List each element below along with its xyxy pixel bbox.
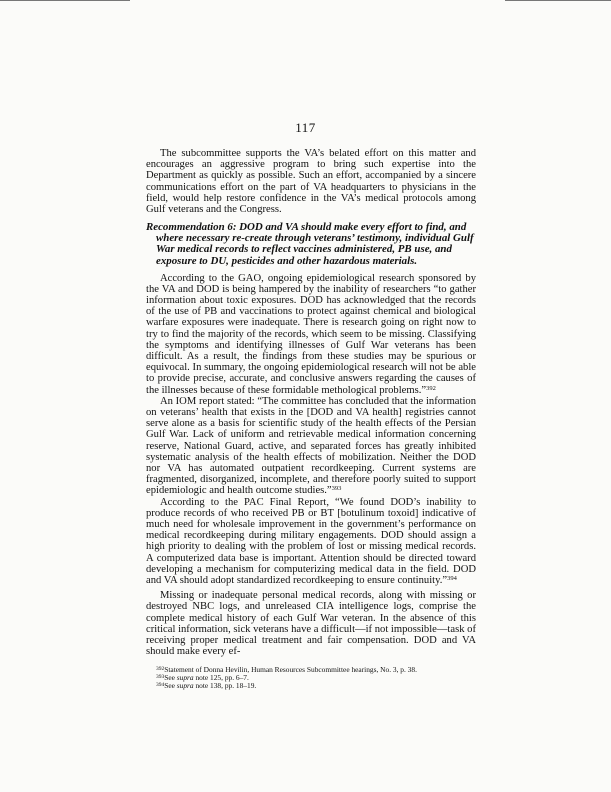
footnote-italic: supra xyxy=(176,672,194,682)
paragraph-text: An IOM report stated: “The committee has concluded that the information on veterans’ health that exists in the [DOD and VA health] registries cannot serve alone as a basis for scientific study of the health effects of the Persian Gulf War. Lack of uniform and retrievable medical information concerning reserve, National Guard, active, and separated forces has greatly inhibited systematic analysis of the health effects of mobilization. Neither the DOD nor VA has automated outpatient recordkeeping. Current systems are fragmented, disorganized, incomplete, and therefore poorly suited to support epidemiologic and health outcome studies.” xyxy=(146,395,476,497)
body-paragraph-missing-records xyxy=(146,590,476,657)
footnote-ref: 392 xyxy=(426,384,436,392)
paragraph-text: According to the GAO, ongoing epidemiological research sponsored by the VA and DOD is being hampered by the inability of researchers “to gather information about toxic exposures. DOD has acknowledged that the records of the use of PB and vaccinations to protect against chemical and biological warfare exposures were inadequate. There is research going on right now to try to find the majority of the records, which seem to be missing. Classifying the symptoms and identifying illnesses of Gulf War veterans has been difficult. As a result, the findings from these studies may be spurious or equivocal. In summary, the ongoing epidemiological research will not be able to provide precise, accurate, and conclusive answers regarding the causes of the illnesses because of these formidable methological problems.” xyxy=(146,272,476,396)
recommendation-heading: Recommendation 6: DOD and VA should make every effort to find, and where necessary re-create through veterans’ testimony, individual Gulf War medical records to reflect vaccines administered, PB use, and exposure to DU, pesticides and other hazardous materials. xyxy=(146,221,474,267)
page-body xyxy=(146,148,476,690)
footnote-number: 394 xyxy=(156,682,165,689)
footnote-text: Statement of Donna Hevilin, Human Resources Subcommittee hearings, No. 3, p. 38. xyxy=(164,664,417,674)
body-paragraph-iom xyxy=(146,396,476,497)
page-number: 117 xyxy=(295,120,316,135)
paragraph-text: Missing or inadequate personal medical records, along with missing or destroyed NBC logs, and unreleased CIA intelligence logs, comprise the complete medical history of each Gulf War veteran. In the absence of this critical information, sick veterans have a difficult—if not impossible—task of receiving proper medical treatment and fair compensation. DOD and VA should make every ef- xyxy=(146,590,476,658)
body-paragraph-gao xyxy=(146,273,476,396)
footnote-number: 393 xyxy=(156,673,165,680)
intro-paragraph: The subcommittee supports the VA’s belated effort on this matter and encourages an aggressive program to bring such expertise into the Department as quickly as possible. Such an effort, accompanied by a sincere communications effort on the part of VA headquarters to physicians in the field, would help restore confidence in the VA’s medical protocols among Gulf veterans and the Congress. xyxy=(146,148,476,216)
footnotes xyxy=(146,666,476,691)
footnote xyxy=(146,682,476,690)
footnote-text: note 125, pp. 6–7. xyxy=(193,672,249,682)
paragraph-text: According to the PAC Final Report, “We found DOD’s inability to produce records of who received PB or BT [botulinum toxoid] indicative of much need for wholesale improvement in the government’s performance on medical recordkeeping during military engagements. DOD should assign a high priority to dealing with the problem of lost or missing medical records. A computerized data base is important. Attention should be directed toward developing a mechanism for computerizing medical data in the field. DOD and VA should adopt standardized recordkeeping to ensure continuity.” xyxy=(146,496,476,587)
scan-rule-left xyxy=(0,0,130,1)
footnote-number: 392 xyxy=(156,665,165,672)
footnote-text: See xyxy=(164,681,177,691)
body-paragraph-pac xyxy=(146,497,476,587)
footnote-text: See xyxy=(164,672,177,682)
scan-rule-right xyxy=(505,0,611,1)
footnote-ref: 393 xyxy=(331,485,342,493)
footnote-text: note 138, pp. 18–19. xyxy=(193,681,257,691)
footnote-ref: 394 xyxy=(447,575,457,583)
footnote-italic: supra xyxy=(176,681,194,691)
